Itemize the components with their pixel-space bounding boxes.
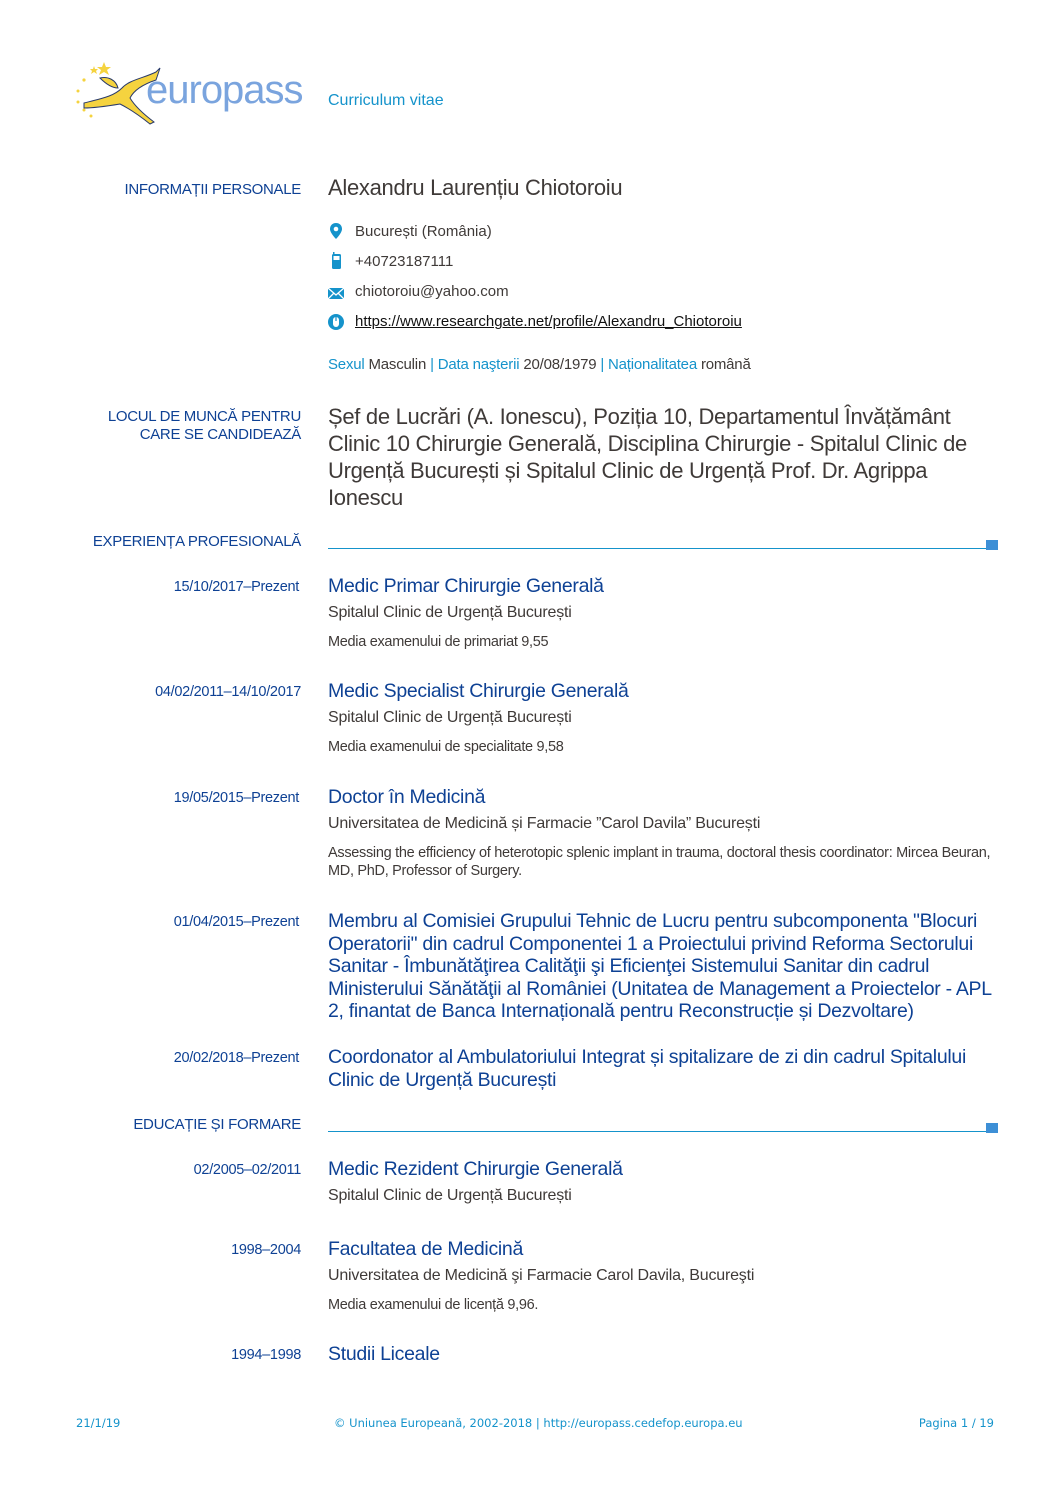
item-title: Facultatea de Medicină xyxy=(328,1238,524,1260)
item-date: 04/02/2011–14/10/2017 xyxy=(155,684,301,700)
item-organization: Universitatea de Medicină și Farmacie ”Carol Davila” București xyxy=(328,815,761,832)
section-job-applied-line1: LOCUL DE MUNCĂ PENTRU xyxy=(107,408,301,425)
document-type: Curriculum vitae xyxy=(328,92,444,109)
separator: | xyxy=(430,356,434,373)
section-job-applied xyxy=(108,408,301,444)
item-title: Medic Specialist Chirurgie Generală xyxy=(328,680,629,702)
address: București (România) xyxy=(355,223,492,240)
section-divider xyxy=(328,1131,988,1132)
website-mouse-icon xyxy=(328,313,344,331)
logo-text: europass xyxy=(146,68,303,112)
item-organization: Spitalul Clinic de Urgență București xyxy=(328,604,572,621)
footer-copyright: © Uniunea Europeană, 2002-2018 | http://europass.cedefop.europa.eu xyxy=(334,1416,743,1430)
separator: | xyxy=(600,356,605,373)
section-divider xyxy=(328,548,988,549)
item-date: 15/10/2017–Prezent xyxy=(173,579,299,595)
birth-value: 20/08/1979 xyxy=(523,356,597,373)
footer-page-number: Pagina 1 / 19 xyxy=(918,1416,994,1430)
section-personal-info: INFORMAȚII PERSONALE xyxy=(124,181,301,198)
item-date: 20/02/2018–Prezent xyxy=(173,1050,299,1066)
item-title: Studii Liceale xyxy=(328,1343,440,1365)
sex-label: Sexul xyxy=(328,356,365,373)
item-description: Assessing the efficiency of heterotopic splenic implant in trauma, doctoral thesis coordinator: Mircea Beuran, MD, PhD, Professor of Surgery. xyxy=(328,845,991,879)
europass-logo xyxy=(74,58,304,128)
email[interactable]: chiotoroiu@yahoo.com xyxy=(355,283,509,300)
item-date: 1994–1998 xyxy=(231,1347,301,1363)
section-job-applied-line2: CARE SE CANDIDEAZĂ xyxy=(139,426,301,443)
item-title: Membru al Comisiei Grupului Tehnic de Lucru pentru subcomponenta "Blocuri Operatorii" din cadrul Componentei 1 a Proiectului privind Reforma Sectorului Sanitar - Îmbunătăţirea Calităţii şi Eficienţei Sistemului Sanitar din cadrul Ministerului Sănătăţii al României (Unitatea de Management a Proiectelor - APL 2, finantat de Banca Internațională pentru Reconstrucție și Dezvoltare) xyxy=(328,910,992,1022)
item-organization: Universitatea de Medicină şi Farmacie Carol Davila, Bucureşti xyxy=(328,1267,755,1284)
full-name: Alexandru Laurențiu Chiotoroiu xyxy=(328,175,623,200)
item-date: 01/04/2015–Prezent xyxy=(173,914,299,930)
birth-label: Data naşterii xyxy=(437,356,520,373)
sex-value: Masculin xyxy=(368,356,427,373)
item-title: Coordonator al Ambulatoriului Integrat și spitalizare de zi din cadrul Spitalului Clinic de Urgență București xyxy=(328,1046,966,1091)
item-description: Media examenului de primariat 9,55 xyxy=(328,634,549,650)
section-marker xyxy=(986,540,998,550)
email-envelope-icon xyxy=(328,284,344,302)
section-education: EDUCAȚIE ȘI FORMARE xyxy=(133,1116,301,1133)
item-title: Doctor în Medicină xyxy=(328,786,486,808)
personal-details xyxy=(328,356,1008,373)
footer-date: 21/1/19 xyxy=(76,1416,121,1430)
item-title: Medic Rezident Chirurgie Generală xyxy=(328,1158,623,1180)
phone[interactable]: +40723187111 xyxy=(355,253,454,270)
nationality-value: română xyxy=(700,356,751,373)
section-experience: EXPERIENȚA PROFESIONALĂ xyxy=(92,533,301,550)
item-date: 19/05/2015–Prezent xyxy=(173,790,299,806)
item-organization: Spitalul Clinic de Urgență București xyxy=(328,1187,572,1204)
website-link[interactable]: https://www.researchgate.net/profile/Alexandru_Chiotoroiu xyxy=(355,313,742,330)
nationality-label: Naționalitatea xyxy=(608,356,697,373)
item-organization: Spitalul Clinic de Urgență București xyxy=(328,709,572,726)
job-applied-text: Șef de Lucrări (A. Ionescu), Poziția 10, Departamentul Învățământ Clinic 10 Chirurgie Generală, Disciplina Chirurgie - Spitalul Clinic de Urgență București și Spitalul Clinic de Urgență Prof. Dr. Agrippa Ionescu xyxy=(328,404,967,510)
location-pin-icon xyxy=(328,222,344,240)
mobile-phone-icon xyxy=(328,252,344,270)
item-description: Media examenului de specialitate 9,58 xyxy=(328,739,564,755)
item-date: 02/2005–02/2011 xyxy=(193,1162,301,1178)
item-description: Media examenului de licență 9,96. xyxy=(328,1297,539,1313)
section-marker xyxy=(986,1123,998,1133)
item-date: 1998–2004 xyxy=(231,1242,301,1258)
item-title: Medic Primar Chirurgie Generală xyxy=(328,575,604,597)
